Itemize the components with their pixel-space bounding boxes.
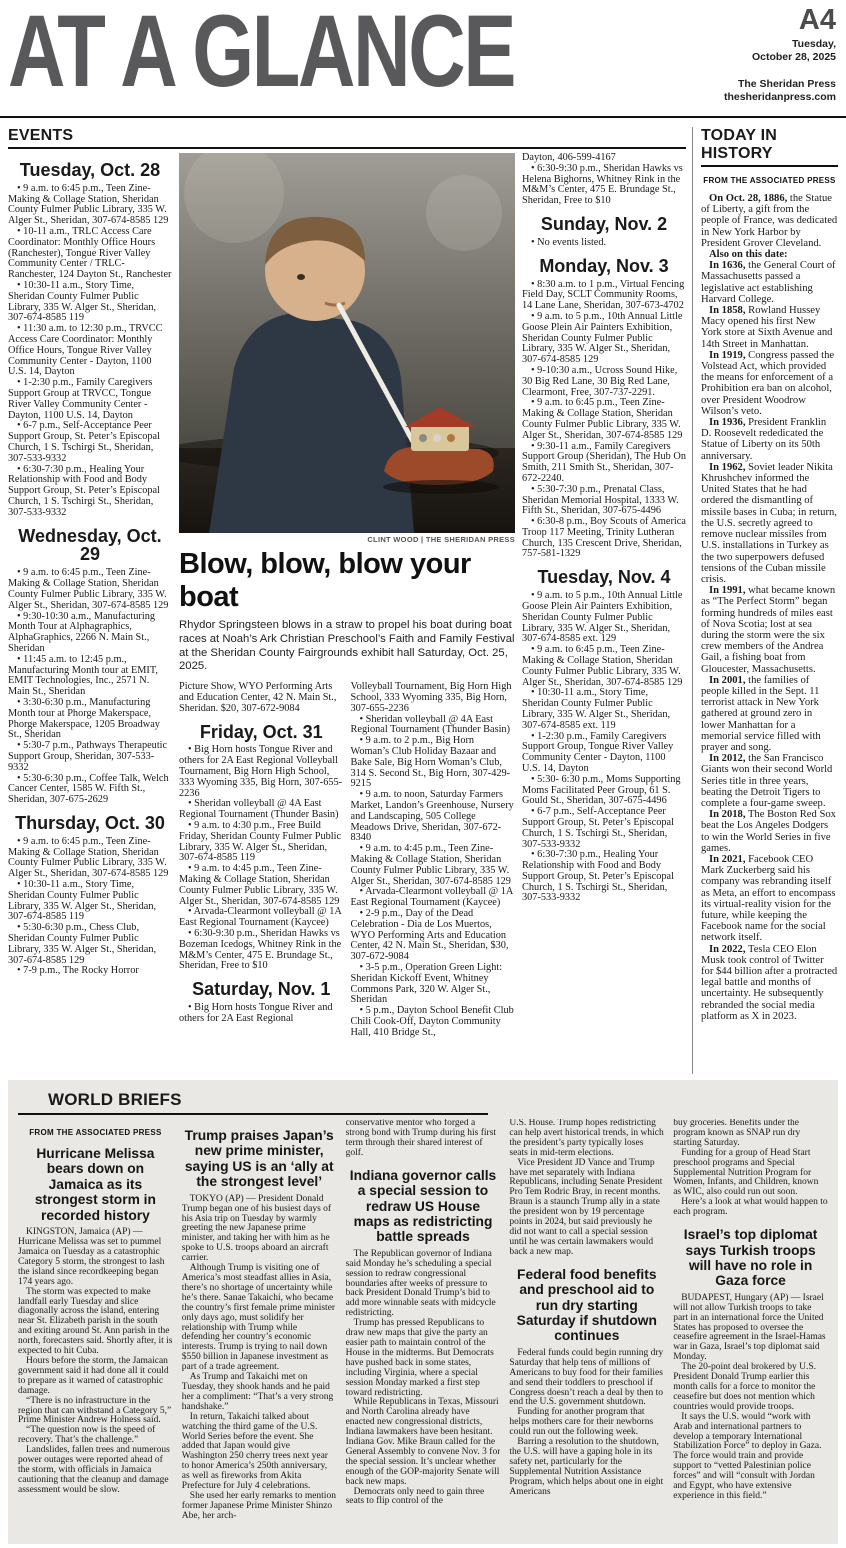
events-columns xyxy=(8,153,686,1074)
event-entry: • 1-2:30 p.m., Family Caregivers Support Group, Tongue River Valley Community Center - Dayton, 1100 U.S. 14, Dayton xyxy=(522,730,674,774)
brief-block: Landslides, fallen trees and numerous power outages were reported ahead of the storm, with officials in Jamaica cautioning that the cleanup and damage assessment would be slow. xyxy=(18,1445,170,1495)
event-entry: • 1-2:30 p.m., Family Caregivers Support Group at TRVCC, Tongue River Valley Community Center - Dayton, 1100 U.S. 14, Dayton xyxy=(8,377,153,421)
brief-block: Barring a resolution to the shutdown, the U.S. will have a gaping hole in its safety net, particularly for the Supplemental Nutrition Assistance Program, which helps about one in eight Americans xyxy=(509,1437,664,1497)
event-entry: • 9 a.m. to 5 p.m., 10th Annual Little Goose Plein Air Painters Exhibition, Sheridan County Fulmer Public Library, 335 W. Alger St., Sheridan, 307-674-8585 ext. 129 xyxy=(522,590,683,645)
event-entry: • Arvada-Clearmont volleyball @ 1A East Regional Tournament (Kaycee) xyxy=(350,886,513,909)
history-entry-text: Tesla CEO Elon Musk took control of Twitter for $44 billion after a protracted legal battle and months of uncertainty. He subsequently rebranded the social media platform as X in 2023. xyxy=(701,943,838,1022)
event-entry: Thursday, Oct. 30 xyxy=(15,812,165,833)
event-entry: • Big Horn hosts Tongue River and others for 2A East Regional Volleyball Tournament, Big Horn High School, 333 Wyoming 335, Big Horn, 307-655-2236 xyxy=(179,744,343,799)
history-entry-text: Soviet leader Nikita Khrushchev informed the United States that he had ordered the dismantling of missile bases in Cuba; in return, the U.S. secretly agreed to remove nuclear missiles from U.S. installations in Turkey as the two superpowers defused tensions of the Cuban missile crisis. xyxy=(701,461,837,585)
world-briefs xyxy=(8,1080,838,1544)
history-entry-date: In 2012, xyxy=(709,753,746,765)
event-entry: • 6:30-8 p.m., Boy Scouts of America Troop 117 Meeting, Trinity Lutheran Church, 135 Crescent Drive, Sheridan, 757-581-1329 xyxy=(522,516,686,560)
page-number: A4 xyxy=(798,4,836,36)
history-entry-date: In 2018, xyxy=(709,809,746,821)
history-entry-text: the San Francisco Giants won their second World Series title in three years, beating the Detroit Tigers to complete a four-game sweep. xyxy=(701,753,833,809)
event-entry: • 10:30-11 a.m., Story Time, Sheridan County Fulmer Public Library, 335 W. Alger St., Sheridan, 307-674-8585 119 xyxy=(8,280,157,324)
brief-block: It says the U.S. would “work with Arab and international partners to develop a temporary International Stabilization Force” to deploy in Gaza. The force would train and provide support to “vetted Palestinian police forces” and will “consult with Jordan and Egypt, who have extensive experience in this field.” xyxy=(673,1411,822,1501)
history-entry-text: Congress passed the Volstead Act, which provided the means for enforcement of a Prohibition era ban on alcohol, over President Woodrow Wilson’s veto. xyxy=(701,349,835,417)
history-entry-text: the Statue of Liberty, a gift from the people of France, was dedicated in New York Harbor by President Grover Cleveland. xyxy=(701,193,838,249)
brief-block: In return, Takaichi talked about watching the third game of the U.S. World Series before the event. She added that Japan would give Washington 250 cherry trees next year to honor America’s 250th anniversary, as well as fireworks from Akita Prefecture for July 4 celebrations. xyxy=(181,1411,328,1492)
event-entry: • 9 a.m. to 4:45 p.m., Teen Zine-Making & Collage Station, Sheridan County Fulmer Public Library, 335 W. Alger St., Sheridan, 307-674-8585 129 xyxy=(179,863,340,907)
brief-column-4 xyxy=(509,1119,664,1537)
brief-block: U.S. House. Trump hopes redistricting can help avert historical trends, in which the president’s party typically loses seats in mid-term elections. xyxy=(509,1119,664,1158)
event-entry: • No events listed. xyxy=(531,236,607,248)
brief-block: “The question now is the speed of recovery. That’s the challenge.” xyxy=(18,1425,156,1446)
festival-photo xyxy=(179,153,515,533)
event-entry: • 10-11 a.m., TRLC Access Care Coordinator: Monthly Office Hours (Ranchester), Tongue River Valley Community Center / TRLC- Ranchester, 124 Dayton St., Ranchester xyxy=(8,226,172,281)
event-entry: • 5:30-7:30 p.m., Prenatal Class, Sheridan Memorial Hospital, 1333 W. Fifth St., Sheridan, 307-675-4496 xyxy=(522,483,679,517)
brief-block: TOKYO (AP) — President Donald Trump began one of his busiest days of his Asia trip on Tuesday by warmly greeting the new Japanese prime minister, and taking her with him as he spoke to U.S. troops aboard an aircraft carrier. xyxy=(181,1193,332,1264)
event-entry: • 5:30-7 p.m., Pathways Therapeutic Support Group, Sheridan, 307-533-9332 xyxy=(8,740,168,773)
event-entry: • 3-5 p.m., Operation Green Light: Sheridan Kickoff Event, Whitney Commons Park, 320 W. Alger St., Sheridan xyxy=(350,961,503,1006)
history-entry-text: the families of people killed in the Sept. 11 terrorist attack in New York gathered at ground zero in lower Manhattan for a memorial service filled with prayer and song. xyxy=(701,674,821,753)
event-entry: • 11:45 a.m. to 12:45 p.m., Manufacturing Month tour at EMIT, EMIT Technologies, Inc., 2571 N. Main St., Sheridan xyxy=(8,653,158,698)
event-entry: • 10:30-11 a.m., Story Time, Sheridan County Fulmer Public Library, 335 W. Alger St., Sheridan, 307-674-8585 ext. 119 xyxy=(522,687,671,731)
photo-headline: Blow, blow, blow your boat xyxy=(179,548,471,613)
brief-block: Funding for another program that helps mothers care for their newborns could run out the following week. xyxy=(509,1407,654,1438)
photo-caption: Rhydor Springsteen blows in a straw to propel his boat during boat races at Noah’s Ark Christian Preschool’s Faith and Family Festival at the Sheridan County Fairgrounds exhibit hall Saturday, Oct. 25, 2025. xyxy=(179,619,515,673)
event-entry: • 5:30- 6:30 p.m., Moms Supporting Moms Facilitated Peer Group, 61 S. Gould St., Sheridan, 307-675-4496 xyxy=(522,773,681,807)
history-entry xyxy=(701,854,838,944)
brief-block: Vice President JD Vance and Trump have met separately with Indiana Republicans, including Senate President Pro Tem Rodric Bray, in recent months. Braun is a staunch Trump ally in a state the president won by 19 percentage points in 2024, but said previously he did not want to call a special session until he was certain lawmakers would back a new map. xyxy=(509,1157,663,1257)
photo-and-mid-columns xyxy=(179,153,515,1074)
brief-block: Federal food benefits and preschool aid to run dry starting Saturday if shutdown continues xyxy=(516,1266,657,1344)
event-entry: • 9 a.m. to 6:45 p.m., Teen Zine-Making & Collage Station, Sheridan County Fulmer Public Library, 335 W. Alger St., Sheridan, 307-674-8585 129 xyxy=(8,835,169,880)
event-entry: Friday, Oct. 31 xyxy=(199,721,323,742)
brief-block: Democrats only need to gain three seats to flip control of the xyxy=(345,1486,485,1507)
brief-block: Indiana governor calls a special session to redraw US House maps as redistricting battle spreads xyxy=(349,1167,497,1245)
brief-block: KINGSTON, Jamaica (AP) — Hurricane Melissa was set to pummel Jamaica on Tuesday as a catastrophic Category 5 storm, the strongest to lash the island since recordkeeping began 174 years ago. xyxy=(18,1227,165,1287)
history-entry-date: In 2021, xyxy=(709,853,746,865)
history-entry-text: the General Court of Massachusetts passed a legislative act establishing Harvard College. xyxy=(701,260,836,305)
event-entry: • 9 a.m. to 6:45 p.m., Teen Zine-Making & Collage Station, Sheridan County Fulmer Public Library, 335 W. Alger St., Sheridan, 307-674-8585 129 xyxy=(8,182,169,227)
history-source: FROM THE ASSOCIATED PRESS xyxy=(703,176,836,185)
history-entry-date: On Oct. 28, 1886, xyxy=(709,193,788,204)
brief-column-5 xyxy=(673,1119,828,1537)
history-entry xyxy=(701,193,838,249)
event-entry: • 9 a.m. to noon, Saturday Farmers Market, Landon’s Greenhouse, Nursery and Landscaping, 505 College Meadows Drive, Sheridan, 307-672-8340 xyxy=(350,789,514,844)
brief-block: Trump praises Japan’s new prime minister, saying US is an ‘ally at the strongest level’ xyxy=(184,1128,334,1190)
brief-block: Here’s a look at what would happen to each program. xyxy=(673,1197,828,1218)
event-entry: • 6:30-7:30 p.m., Healing Your Relationship with Food and Body Support Group, St. Peter’s Episcopal Church, 1 S. Tschirgi St., Sheridan, 307-533-9332 xyxy=(522,849,674,904)
history-entry xyxy=(701,417,838,462)
event-entry: • 5 p.m., Dayton School Benefit Club Chili Cook-Off, Dayton Community Hall, 410 Bridge St., xyxy=(350,1005,514,1038)
events-column-2 xyxy=(179,682,344,1074)
event-entry: • 9 a.m. to 6:45 p.m., Teen Zine-Making & Collage Station, Sheridan County Fulmer Public Library, 335 W. Alger St., Sheridan, 307-674-8585 129 xyxy=(8,567,169,611)
history-entry xyxy=(701,260,838,305)
event-entry: Monday, Nov. 3 xyxy=(539,255,669,276)
event-entry: • 5:30-6:30 p.m., Coffee Talk, Welch Cancer Center, 1585 W. Fifth St., Sheridan, 307-675-2629 xyxy=(8,772,169,806)
events-column-1 xyxy=(8,153,172,1074)
event-entry: • 6:30-9:30 p.m., Sheridan Hawks vs Bozeman Icedogs, Whitney Rink in the M&M’s Center, 475 E. Brundage St., Sheridan, Free to $10 xyxy=(179,928,342,972)
publication-website: thesheridanpress.com xyxy=(723,90,836,103)
issue-date-line1: Tuesday, xyxy=(792,38,836,50)
event-entry: Tuesday, Oct. 28 xyxy=(19,160,161,180)
publication-name: The Sheridan Press xyxy=(737,78,836,91)
brief-block: “There is no infrastructure in the region that can withstand a Category 5,” Prime Minister Andrew Holness said. xyxy=(18,1395,172,1426)
history-entry xyxy=(701,462,838,585)
event-entry: • 8:30 a.m. to 1 p.m., Virtual Fencing Field Day, SCLT Community Rooms, 14 Lane Lane, Sheridan, 307-673-4702 xyxy=(522,278,685,312)
history-entry xyxy=(701,249,838,260)
history-entry-date: In 1991, xyxy=(709,585,746,597)
events-section-header: EVENTS xyxy=(8,127,686,149)
event-entry: • Arvada-Clearmont volleyball @ 1A East Regional Tournament (Kaycee) xyxy=(179,906,342,929)
history-entry-text: Rowland Hussey Macy opened his first New York store at Sixth Avenue and 14th Street in Manhattan. xyxy=(701,305,833,350)
page-title: AT A GLANCE xyxy=(8,0,515,108)
event-entry: • Big Horn hosts Tongue River and others for 2A East Regional xyxy=(179,1002,333,1024)
brief-block: Although Trump is visiting one of America’s most steadfast allies in Asia, there’s no shortage of uncertainty while he’s there. Sanae Takaichi, who became the country’s first female prime minister only days ago, must solidify her relationship with Trump while defending her country’s economic interests. Trump is trying to nail down $550 billion in Japanese investment as part of a trade agreement. xyxy=(181,1263,336,1373)
history-entry-date: In 1919, xyxy=(709,349,746,361)
event-entry: • 9-10:30 a.m., Ucross Sound Hike, 30 Big Red Lane, 30 Big Red Lane, Clearmont, Free, 307-737-2291. xyxy=(522,364,678,398)
main-section xyxy=(8,127,838,1074)
event-entry: • 3:30-6:30 p.m., Manufacturing Month tour at Phorge Makerspace, Phorge Makerspace, 1205 Broadway St., Sheridan xyxy=(8,696,160,741)
history-entry-date: Also on this date: xyxy=(709,249,788,261)
today-in-history xyxy=(692,127,838,1074)
history-entry-date: In 1936, xyxy=(709,417,746,429)
brief-block: As Trump and Takaichi met on Tuesday, they shook hands and he paid her a compliment: “That’s a very strong handshake.” xyxy=(181,1372,334,1412)
event-entry: Dayton, 406-599-4167 xyxy=(522,153,616,163)
history-paragraphs xyxy=(701,193,838,1022)
history-entry-text: President Franklin D. Roosevelt rededicated the Statue of Liberty on its 50th anniversary. xyxy=(701,417,827,462)
history-entry xyxy=(701,350,838,417)
brief-block: Israel’s top diplomat says Turkish troops will have no role in Gaza force xyxy=(683,1227,818,1289)
brief-block: Federal funds could begin running dry Saturday that help tens of millions of Americans to buy food for their families and send their toddlers to preschool if Congress doesn’t reach a deal by then to end the U.S. government shutdown. xyxy=(509,1347,664,1408)
photo-illustration xyxy=(179,153,515,533)
brief-block: buy groceries. Benefits under the program known as SNAP run dry starting Saturday. xyxy=(673,1119,801,1148)
brief-column-3 xyxy=(346,1119,501,1537)
masthead-right xyxy=(724,6,836,103)
history-entry xyxy=(701,809,838,854)
event-entry: • 10:30-11 a.m., Story Time, Sheridan County Fulmer Public Library, 335 W. Alger St., Sheridan, 307-674-8585 119 xyxy=(8,878,157,923)
event-entry: Sunday, Nov. 2 xyxy=(540,213,668,234)
event-entry: • 9 a.m. to 6:45 p.m., Teen Zine-Making & Collage Station, Sheridan County Fulmer Public Library, 335 W. Alger St., Sheridan, 307-674-8585 129 xyxy=(522,644,683,688)
world-briefs-columns xyxy=(18,1119,828,1537)
events-column-4 xyxy=(522,153,686,1074)
brief-block: BUDAPEST, Hungary (AP) — Israel will not allow Turkish troops to take part in an international force the United States has proposed to oversee the ceasefire agreement in the Israel-Hamas war in Gaza, Israel’s top diplomat said Monday. xyxy=(673,1292,826,1363)
brief-block: Funding for a group of Head Start preschool programs and Special Supplemental Nutrition Program for Women, Infants, and Children, known as WIC, also could run out soon. xyxy=(673,1147,819,1198)
photo-credit: CLINT WOOD | THE SHERIDAN PRESS xyxy=(367,535,515,544)
history-entry xyxy=(701,585,838,675)
event-entry: Wednesday, Oct. 29 xyxy=(18,525,162,565)
brief-block: FROM THE ASSOCIATED PRESS xyxy=(29,1128,162,1137)
brief-block: Trump has pressed Republicans to draw new maps that give the party an easier path to maintain control of the House in the midterms. But Democrats have pushed back in some states, including Virginia, where a special session Monday marked a first step toward redistricting. xyxy=(345,1318,494,1398)
event-entry: • 9 a.m. to 6:45 p.m., Teen Zine-Making & Collage Station, Sheridan County Fulmer Public Library, 335 W. Alger St., Sheridan, 307-674-8585 129 xyxy=(522,397,683,441)
history-entry xyxy=(701,305,838,350)
events-area xyxy=(8,127,686,1074)
brief-column-2 xyxy=(182,1119,337,1537)
history-entry-date: In 1962, xyxy=(709,461,746,473)
event-entry: • 6:30-9:30 p.m., Sheridan Hawks vs Helena Bighorns, Whitney Rink in the M&M’s Center, 475 E. Brundage St., Sheridan, Free to $10 xyxy=(522,162,683,207)
world-briefs-header: WORLD BRIEFS xyxy=(18,1088,488,1115)
brief-block: She used her early remarks to mention former Japanese Prime Minister Shinzo Abe, her arch- xyxy=(181,1490,336,1521)
event-entry: • Sheridan volleyball @ 4A East Regional Tournament (Thunder Basin) xyxy=(350,713,511,736)
brief-block: Hurricane Melissa bears down on Jamaica as its strongest storm in recorded history xyxy=(34,1146,156,1223)
event-entry: Saturday, Nov. 1 xyxy=(192,979,331,1000)
history-entry-date: In 1636, xyxy=(709,260,746,272)
brief-block: The Republican governor of Indiana said Monday he’s scheduling a special session to redraw congressional boundaries after weeks of pressure to back President Donald Trump’s bid to add more winnable seats with midcycle redistricting. xyxy=(345,1248,496,1319)
masthead xyxy=(0,0,846,118)
event-entry: • 9 a.m. to 4:45 p.m., Teen Zine-Making & Collage Station, Sheridan County Fulmer Public Library, 335 W. Alger St., Sheridan, 307-674-8585 129 xyxy=(350,843,511,887)
event-entry: • 11:30 a.m. to 12:30 p.m., TRVCC Access Care Coordinator: Monthly Office Hours, Tongue River Valley Community Center - Dayton, 1100 U.S. 14, Dayton xyxy=(8,323,163,378)
brief-block: The 20-point deal brokered by U.S. President Donald Trump earlier this month calls for a force to monitor the ceasefire but does not mention which countries would provide troops. xyxy=(673,1362,817,1412)
history-entry-text: Facebook CEO Mark Zuckerberg said his company was rebranding itself as Meta, an effort to encompass its virtual-reality vision for the future, while keeping the Facebook name for the social network itself. xyxy=(701,853,836,944)
brief-block: While Republicans in Texas, Missouri and North Carolina already have enacted new congressional districts, Indiana lawmakers have been hesitant. Indiana Gov. Mike Braun called for the General Assembly to convene Nov. 3 for the special session. It’s unclear whether enough of the GOP-majority Senate will back new maps. xyxy=(345,1397,501,1487)
event-entry: • 7-9 p.m., The Rocky Horror xyxy=(17,965,139,977)
event-entry: • 9 a.m. to 4:30 p.m., Free Build Friday, Sheridan County Fulmer Public Library, 335 W. Alger St., Sheridan, 307-674-8585 119 xyxy=(179,820,342,864)
brief-block: The storm was expected to make landfall early Tuesday and slice diagonally across the island, entering near St. Elizabeth parish in the south and exiting around St. Ann parish in the north, forecasters said. Shortly after, it is expected to hit Cuba. xyxy=(18,1286,173,1357)
event-entry: • 6-7 p.m., Self-Acceptance Peer Support Group, St. Peter’s Episcopal Church, 1 S. Tschirgi St., Sheridan, 307-533-9332 xyxy=(8,420,160,464)
publication-info xyxy=(724,78,836,103)
event-entry: • 9:30-11 a.m., Family Caregivers Support Group (Sheridan), The Hub On Smith, 211 Smith St., Sheridan, 307-672-2240. xyxy=(522,440,686,484)
brief-block: conservative mentor who forged a strong bond with Trump during his first term through their shared interest of golf. xyxy=(345,1119,497,1158)
event-entry: • 6-7 p.m., Self-Acceptance Peer Support Group, St. Peter’s Episcopal Church, 1 S. Tschirgi St., Sheridan, 307-533-9332 xyxy=(522,806,674,850)
history-entry-text: what became known as “The Perfect Storm” began forming hundreds of miles east of Nova Scotia; lost at sea during the storm were the six crew members of the Andrea Gail, a fishing boat from Gloucester, Massachusetts. xyxy=(701,585,836,675)
event-entry: • Sheridan volleyball @ 4A East Regional Tournament (Thunder Basin) xyxy=(179,798,339,821)
history-entry xyxy=(701,675,838,753)
event-entry: • 9:30-10:30 a.m., Manufacturing Month Tour at Alphagraphics, AlphaGraphics, 2266 N. Main St., Sheridan xyxy=(8,610,156,654)
mid-columns xyxy=(179,682,515,1074)
event-entry: Tuesday, Nov. 4 xyxy=(537,567,671,588)
event-entry: • 5:30-6:30 p.m., Chess Club, Sheridan County Fulmer Public Library, 335 W. Alger St., Sheridan, 307-674-8585 129 xyxy=(8,922,157,966)
events-column-3 xyxy=(351,682,516,1074)
event-entry: Picture Show, WYO Performing Arts and Education Center, 42 N. Main St., Sheridan. $20, 307-672-9084 xyxy=(179,682,337,714)
issue-date-line2: October 28, 2025 xyxy=(751,50,836,63)
event-entry: • 6:30-7:30 p.m., Healing Your Relationship with Food and Body Support Group, St. Peter’s Episcopal Church, 1 S. Tschirgi St., Sheridan, 307-533-9332 xyxy=(8,463,160,518)
history-entry xyxy=(701,944,838,1022)
issue-date xyxy=(724,38,836,63)
event-entry: • 9 a.m. to 5 p.m., 10th Annual Little Goose Plein Air Painters Exhibition, Sheridan County Fulmer Public Library, 335 W. Alger St., Sheridan, 307-674-8585 129 xyxy=(522,310,683,366)
history-entry xyxy=(701,753,838,809)
brief-column-1 xyxy=(18,1119,173,1537)
event-entry: • 9 a.m. to 2 p.m., Big Horn Woman’s Club Holiday Bazaar and Bake Sale, Big Horn Woman’s Club, 314 S. Second St., Big Horn, 307-429-9215 xyxy=(350,735,511,790)
event-entry: Volleyball Tournament, Big Horn High School, 333 Wyoming 335, Big Horn, 307-655-2236 xyxy=(350,682,512,714)
brief-block: Hours before the storm, the Jamaican government said it had done all it could to prepare as it warned of catastrophic damage. xyxy=(18,1355,169,1396)
event-entry: • 2-9 p.m., Day of the Dead Celebration - Dia de Los Muertos, WYO Performing Arts and Education Center, 42 N. Main St., Sheridan, $30, 307-672-9084 xyxy=(350,907,509,963)
history-entry-date: In 2022, xyxy=(709,943,746,955)
history-entry-text: The Boston Red Sox beat the Los Angeles Dodgers to win the World Series in five games. xyxy=(701,809,836,854)
history-entry-date: In 2001, xyxy=(709,674,746,686)
history-entry-date: In 1858, xyxy=(709,305,746,317)
history-section-header: TODAY IN HISTORY xyxy=(701,127,838,167)
